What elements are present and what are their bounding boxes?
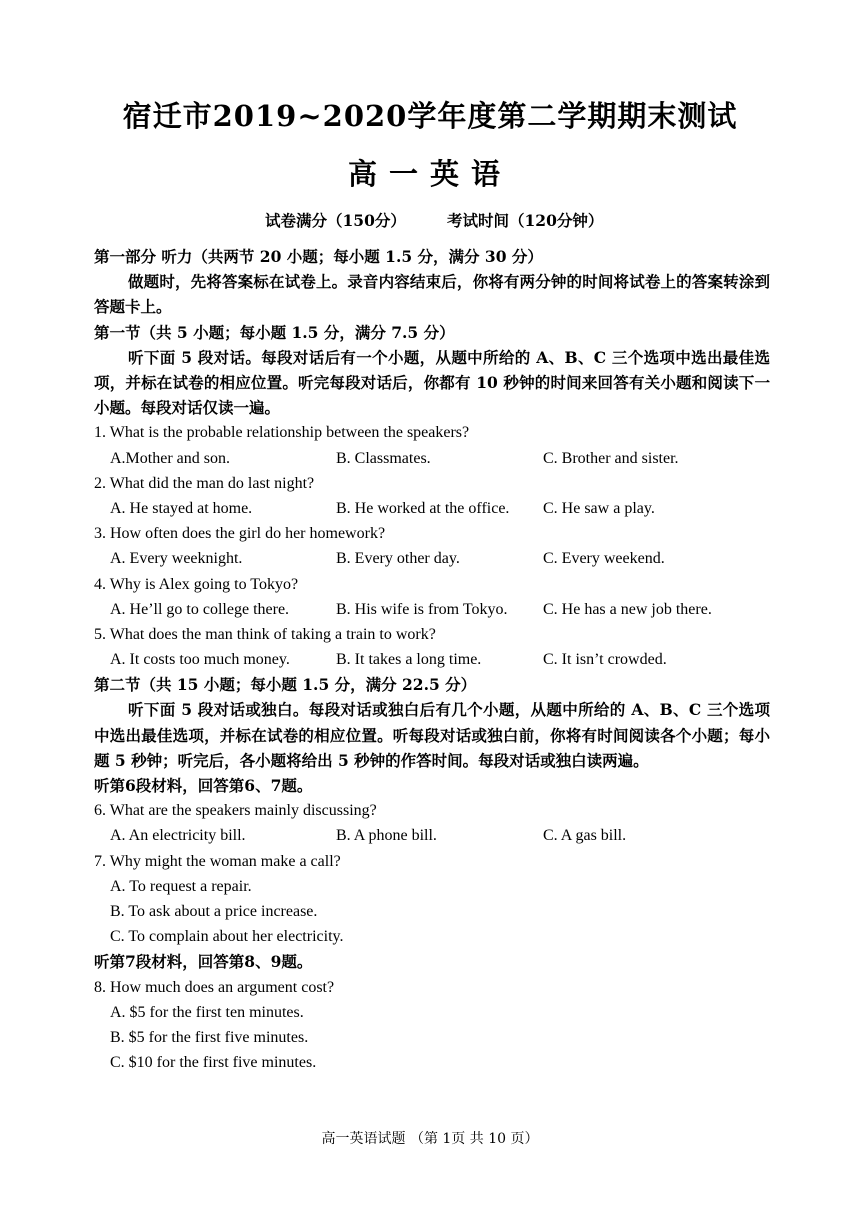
option-a: A. An electricity bill.: [110, 827, 246, 845]
option-c: C. He saw a play.: [543, 499, 655, 517]
question-6: 6. What are the speakers mainly discussing?: [94, 802, 377, 820]
full-score: 试卷满分（150分）: [265, 211, 406, 230]
part1-heading: 第一部分 听力（共两节 20 小题；每小题 1.5 分，满分 30 分）: [94, 247, 543, 266]
question-5-options: [94, 647, 770, 672]
material-7-heading: 听第7段材料，回答第8、9题。: [94, 952, 313, 972]
option-a: A. He stayed at home.: [110, 499, 253, 517]
option-b: B. Classmates.: [336, 449, 431, 467]
page-footer: 高一英语试题 （第 1页 共 10 页）: [321, 1131, 539, 1147]
question-4-options: [94, 597, 770, 622]
option-c: C. It isn’t crowded.: [543, 651, 667, 669]
time-limit: 考试时间（120分钟）: [447, 211, 604, 230]
question-1: 1. What is the probable relationship between the speakers?: [94, 424, 470, 442]
question-3-options: [94, 546, 770, 571]
exam-title: 宿迁市2019~2020学年度第二学期期末测试: [122, 99, 738, 133]
option-b: B. It takes a long time.: [336, 651, 482, 669]
option-b: B. A phone bill.: [336, 827, 437, 845]
option-c: C. A gas bill.: [543, 827, 627, 845]
option-a: A. Every weeknight.: [110, 550, 243, 568]
question-8: 8. How much does an argument cost?: [94, 978, 335, 996]
option-b: B. To ask about a price increase.: [110, 903, 318, 920]
option-c: C. He has a new job there.: [543, 600, 712, 618]
exam-content: [94, 244, 770, 1075]
question-5: 5. What does the man think of taking a train to work?: [94, 625, 436, 643]
section1-intro: 听下面 5 段对话。每段对话后有一个小题，从题中所给的 A、B、C 三个选项中选出最佳选项，并标在试卷的相应位置。听完每段对话后，你都有 10 秒钟的时间来回答有关小题和阅读下一小题。每段对话仅读一遍。: [94, 347, 770, 418]
option-a: A. $5 for the first ten minutes.: [110, 1003, 304, 1021]
option-c: C. Every weekend.: [543, 550, 665, 568]
question-2: 2. What did the man do last night?: [94, 474, 315, 492]
question-4: 4. Why is Alex going to Tokyo?: [94, 575, 299, 593]
section1-heading: 第一节（共 5 小题；每小题 1.5 分，满分 7.5 分）: [94, 322, 455, 342]
option-a: A. He’ll go to college there.: [110, 600, 290, 618]
option-a: A.Mother and son.: [110, 449, 230, 467]
option-c: C. Brother and sister.: [543, 449, 679, 467]
option-b: B. Every other day.: [336, 550, 460, 568]
option-b: B. His wife is from Tokyo.: [336, 600, 508, 618]
question-7: 7. Why might the woman make a call?: [94, 852, 341, 870]
subject-title: 高一英语: [347, 157, 512, 191]
option-a: A. To request a repair.: [110, 877, 252, 895]
option-a: A. It costs too much money.: [110, 651, 290, 669]
part1-intro: 做题时，先将答案标在试卷上。录音内容结束后，你将有两分钟的时间将试卷上的答案转涂到答题卡上。: [94, 272, 770, 317]
question-2-options: [94, 496, 770, 521]
question-1-options: [94, 446, 770, 471]
section2-intro: 听下面 5 段对话或独白。每段对话或独白后有几个小题，从题中所给的 A、B、C 三个选项中选出最佳选项，并标在试卷的相应位置。听每段对话或独白前，你将有时间阅读各个小题；每小题 5 秒钟；听完后，各小题将给出 5 秒钟的作答时间。每段对话或独白读两遍。: [94, 700, 770, 770]
material-6-heading: 听第6段材料，回答第6、7题。: [94, 776, 313, 796]
option-b: B. He worked at the office.: [336, 499, 510, 517]
option-b: B. $5 for the first five minutes.: [110, 1028, 309, 1046]
option-c: C. To complain about her electricity.: [110, 928, 344, 946]
option-c: C. $10 for the first five minutes.: [110, 1054, 317, 1072]
question-6-options: [94, 823, 770, 848]
section2-heading: 第二节（共 15 小题；每小题 1.5 分，满分 22.5 分）: [94, 675, 477, 695]
question-3: 3. How often does the girl do her homework?: [94, 525, 386, 543]
